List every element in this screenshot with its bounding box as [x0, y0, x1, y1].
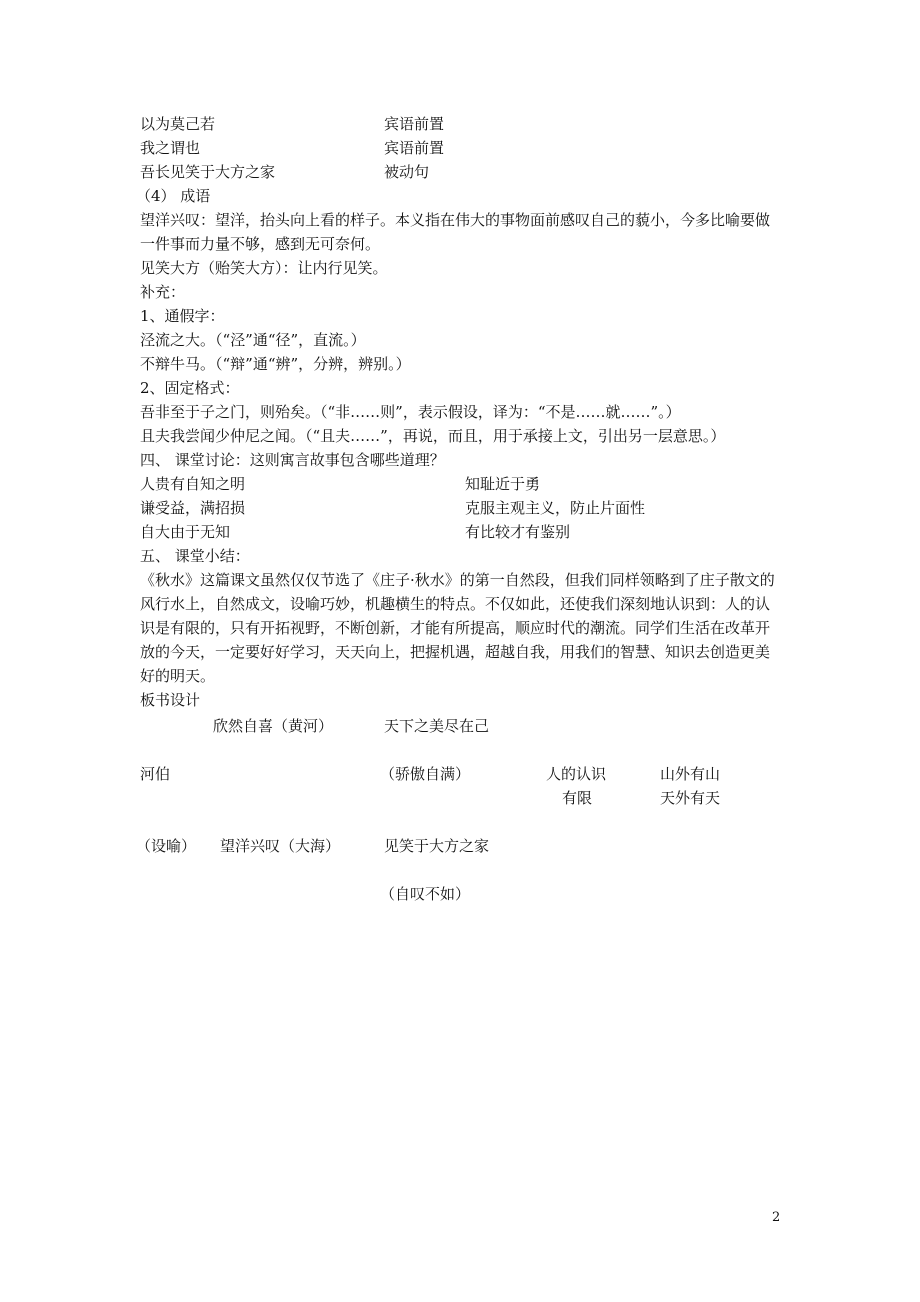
board-text: 天下之美尽在己: [384, 717, 490, 735]
lesson-item: 有比较才有鉴别: [465, 523, 571, 541]
grammar-text: 吾长见笑于大方之家: [140, 163, 276, 181]
grammar-row: [140, 112, 215, 136]
grammar-type: 被动句: [384, 163, 430, 181]
grammar-row: [140, 160, 275, 184]
format-item: 且夫我尝闻少仲尼之闻。（“且夫……”，再说，而且，用于承接上文，引出另一层意思。）: [140, 427, 726, 445]
format-item: 吾非至于子之门，则殆矣。（“非……则”，表示假设，译为：“不是……就……”。）: [140, 403, 681, 421]
lesson-item: 自大由于无知: [140, 523, 231, 541]
lesson-item: 人贵有自知之明: [140, 475, 246, 493]
board-text: （自叹不如）: [380, 885, 471, 903]
board-text: 天外有天: [660, 789, 721, 807]
idiom-heading: （4） 成语: [136, 187, 211, 205]
summary-paragraph: 《秋水》这篇课文虽然仅仅节选了《庄子·秋水》的第一自然段，但我们同样领略到了庄子散文的风行水上，自然成文，设喻巧妙，机趣横生的特点。不仅如此，还使我们深刻地认识到：人的认识是有限的，只有开拓视野，不断创新，才能有所提高，顺应时代的潮流。同学们生活在改革开放的今天，一定要好好学习，天天向上，把握机遇，超越自我，用我们的智慧、知识去创造更美好的明天。: [140, 571, 775, 685]
tongjia-item: 泾流之大。（“泾”通“径”，直流。）: [140, 331, 366, 349]
page-number: 2: [772, 1210, 781, 1225]
board-text: 欣然自喜（黄河）: [213, 717, 334, 735]
board-text: （骄傲自满）: [380, 765, 471, 783]
board-text: 人的认识: [546, 765, 607, 783]
board-text: 山外有山: [660, 765, 721, 783]
lesson-item: 知耻近于勇: [465, 475, 541, 493]
tongjia-item: 不辩牛马。（“辩”通“辨”，分辨，辨别。）: [140, 355, 411, 373]
board-text: 见笑于大方之家: [384, 837, 490, 855]
board-text: 河伯: [140, 765, 171, 783]
format-heading: 2、固定格式：: [140, 379, 240, 397]
grammar-type: 宾语前置: [384, 115, 445, 133]
grammar-row: [140, 136, 200, 160]
grammar-text: 我之谓也: [140, 139, 201, 157]
board-text: （设喻）: [136, 837, 197, 855]
board-text: 望洋兴叹（大海）: [220, 837, 341, 855]
lesson-item: 谦受益，满招损: [140, 499, 246, 517]
idiom-paragraph-2: 见笑大方（贻笑大方）：让内行见笑。: [140, 259, 388, 277]
summary-heading: 五、 课堂小结：: [140, 547, 250, 565]
tongjia-heading: 1、通假字：: [140, 307, 225, 325]
board-text: 有限: [562, 789, 593, 807]
idiom-paragraph-1: 望洋兴叹：望洋，抬头向上看的样子。本义指在伟大的事物面前感叹自己的藐小，今多比喻要做一件事而力量不够，感到无可奈何。: [140, 211, 771, 253]
grammar-type: 宾语前置: [384, 139, 445, 157]
board-heading: 板书设计: [140, 691, 201, 709]
grammar-text: 以为莫己若: [140, 115, 216, 133]
discussion-heading: 四、 课堂讨论：这则寓言故事包含哪些道理？: [140, 451, 445, 469]
supplement-heading: 补充：: [140, 283, 186, 301]
lesson-item: 克服主观主义，防止片面性: [465, 499, 646, 517]
